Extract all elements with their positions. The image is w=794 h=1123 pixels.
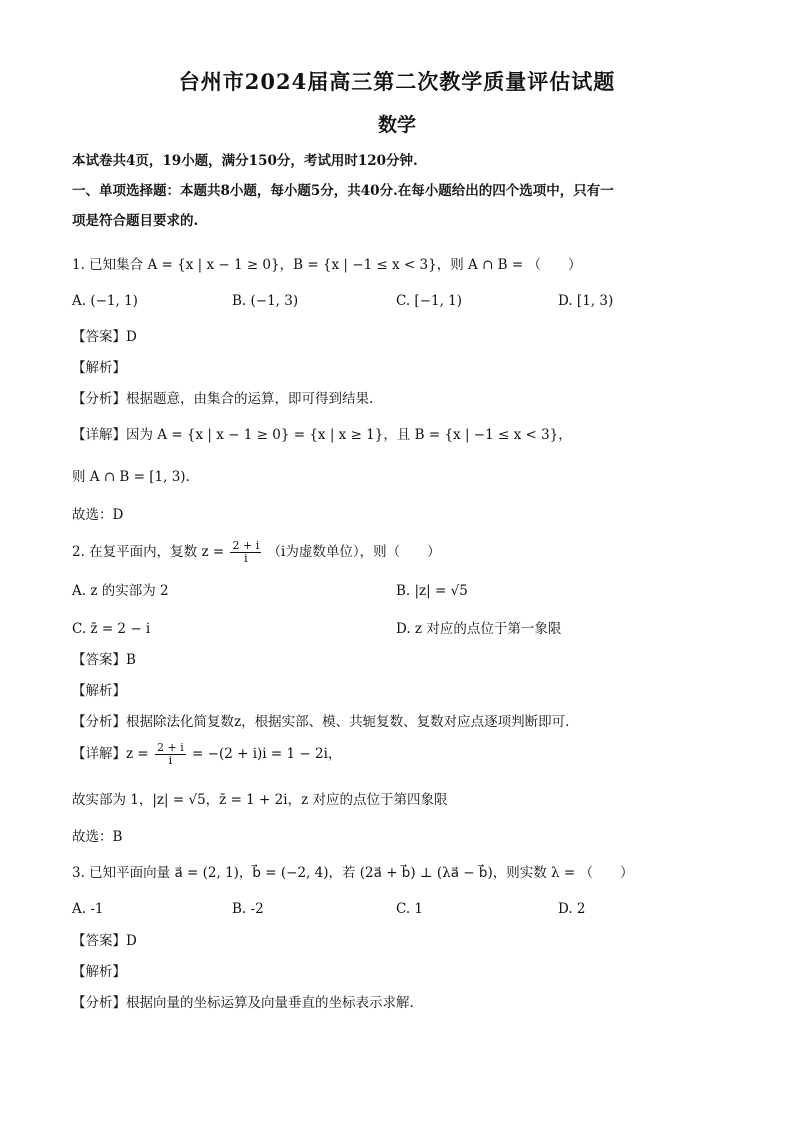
q2-detail-fraction-denominator: i (168, 754, 173, 767)
q2-option-c: C. z̄ = 2 − i (72, 621, 151, 637)
q2-detail-fraction-numerator: 2 + i (157, 741, 184, 754)
q1-option-c: C. [−1, 1) (396, 293, 463, 309)
q2-fenxi: 【分析】根据除法化简复数z，根据实部、模、共轭复数、复数对应点逐项判断即可. (72, 714, 570, 730)
q1-fenxi: 【分析】根据题意，由集合的运算，即可得到结果. (72, 391, 374, 407)
q1-option-d: D. [1, 3) (558, 293, 614, 309)
q2-stem-suffix: （i为虚数单位），则（ ） (267, 544, 441, 560)
q2-detail (72, 742, 341, 767)
q2-fraction-numerator: 2 + i (232, 539, 260, 552)
q1-option-b: B. (−1, 3) (232, 293, 299, 309)
exam-title: 台州市2024届高三第二次教学质量评估试题 (178, 69, 616, 94)
q1-analysis-label: 【解析】 (72, 360, 126, 376)
q2-detail-conclusion: 故实部为 1，|z| = √5，z̄ = 1 + 2i，z 对应的点位于第四象限 (72, 792, 448, 808)
q2-stem (72, 540, 441, 565)
q1-answer: 【答案】D (72, 329, 137, 345)
q2-option-a: A. z 的实部为 2 (72, 583, 169, 599)
q1-stem: 1. 已知集合 A = {x | x − 1 ≥ 0}，B = {x | −1 ≤ x < 3}，则 A ∩ B = （ ） (72, 257, 582, 273)
exam-subject: 数学 (377, 114, 416, 136)
q1-choice: 故选：D (72, 507, 124, 523)
q1-detail: 【详解】因为 A = {x | x − 1 ≥ 0} = {x | x ≥ 1}，且 B = {x | −1 ≤ x < 3}， (72, 427, 572, 443)
q3-option-d: D. 2 (558, 901, 586, 917)
section-heading-line2: 项是符合题目要求的. (72, 213, 199, 229)
q3-answer: 【答案】D (72, 933, 137, 949)
q1-option-a: A. (−1, 1) (72, 293, 138, 309)
q3-fenxi: 【分析】根据向量的坐标运算及向量垂直的坐标表示求解. (72, 995, 414, 1011)
q3-option-b: B. -2 (232, 901, 264, 917)
q2-fraction (230, 540, 261, 565)
q2-fraction-denominator: i (244, 552, 248, 565)
q2-analysis-label: 【解析】 (72, 683, 126, 699)
q3-stem: 3. 已知平面向量 a⃗ = (2, 1)，b⃗ = (−2, 4)，若 (2a⃗ + b⃗) ⊥ (λa⃗ − b⃗)，则实数 λ = （ ） (72, 865, 634, 881)
q2-option-b: B. |z| = √5 (396, 583, 468, 599)
q2-choice: 故选：B (72, 829, 123, 845)
q1-detail-conclusion: 则 A ∩ B = [1, 3). (72, 469, 190, 485)
q2-stem-prefix: 2. 在复平面内，复数 z = (72, 544, 225, 560)
exam-intro: 本试卷共4页，19小题，满分150分，考试用时120分钟. (72, 153, 418, 169)
q2-detail-suffix: = −(2 + i)i = 1 − 2i， (192, 746, 342, 762)
q2-detail-prefix: 【详解】z = (72, 746, 149, 762)
q3-analysis-label: 【解析】 (72, 964, 126, 980)
section-heading-line1: 一、单项选择题：本题共8小题，每小题5分，共40分.在每小题给出的四个选项中，只有一 (72, 183, 614, 199)
q2-answer: 【答案】B (72, 652, 136, 668)
q2-detail-fraction (155, 742, 186, 767)
q3-option-a: A. -1 (72, 901, 104, 917)
q2-option-d: D. z 对应的点位于第一象限 (396, 621, 562, 637)
q3-option-c: C. 1 (396, 901, 424, 917)
